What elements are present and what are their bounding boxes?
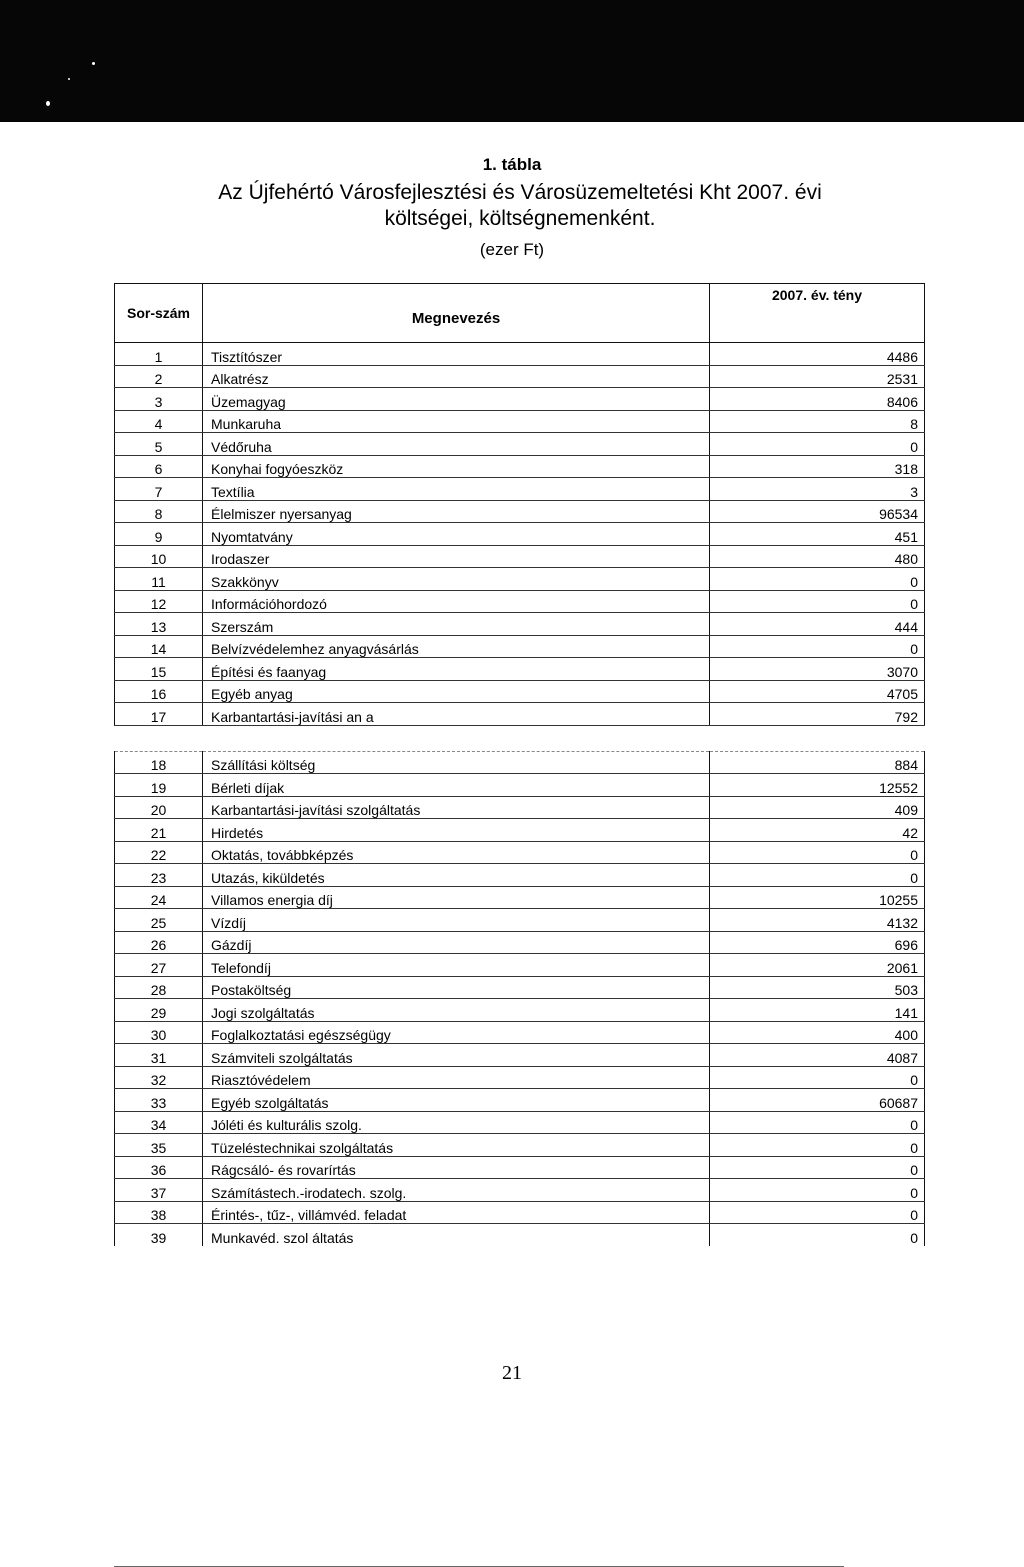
table-row xyxy=(115,1066,925,1089)
row-number: 7 xyxy=(115,478,203,501)
row-name: Számviteli szolgáltatás xyxy=(203,1044,710,1067)
row-value: 42 xyxy=(710,819,925,842)
table-row xyxy=(115,658,925,681)
table-row xyxy=(115,931,925,954)
row-value: 0 xyxy=(710,1179,925,1202)
title-line-2: költségei, költségnemenként. xyxy=(384,207,656,230)
table-gap xyxy=(115,725,925,751)
row-number: 5 xyxy=(115,433,203,456)
table-row xyxy=(115,774,925,797)
row-value: 0 xyxy=(710,590,925,613)
row-number: 19 xyxy=(115,774,203,797)
row-value: 4132 xyxy=(710,909,925,932)
row-number: 1 xyxy=(115,343,203,366)
table-row xyxy=(115,1156,925,1179)
table-body-first xyxy=(115,343,925,726)
row-number: 22 xyxy=(115,841,203,864)
row-number: 32 xyxy=(115,1066,203,1089)
row-value: 696 xyxy=(710,931,925,954)
row-name: Utazás, kiküldetés xyxy=(203,864,710,887)
row-name: Élelmiszer nyersanyag xyxy=(203,500,710,523)
row-name: Szerszám xyxy=(203,613,710,636)
row-number: 16 xyxy=(115,680,203,703)
table-row xyxy=(115,841,925,864)
row-value: 451 xyxy=(710,523,925,546)
row-value: 318 xyxy=(710,455,925,478)
row-number: 9 xyxy=(115,523,203,546)
row-number: 11 xyxy=(115,568,203,591)
scan-speck xyxy=(92,62,95,65)
row-value: 0 xyxy=(710,635,925,658)
row-value: 96534 xyxy=(710,500,925,523)
row-name: Irodaszer xyxy=(203,545,710,568)
row-value: 0 xyxy=(710,1066,925,1089)
row-name: Építési és faanyag xyxy=(203,658,710,681)
table-row xyxy=(115,410,925,433)
table-row xyxy=(115,478,925,501)
cost-table-wrapper xyxy=(114,283,924,1246)
row-name: Postaköltség xyxy=(203,976,710,999)
table-row xyxy=(115,999,925,1022)
table-row xyxy=(115,635,925,658)
row-number: 14 xyxy=(115,635,203,658)
header-name: Megnevezés xyxy=(203,284,710,343)
row-number: 30 xyxy=(115,1021,203,1044)
row-value: 141 xyxy=(710,999,925,1022)
row-name: Egyéb anyag xyxy=(203,680,710,703)
unit-label: (ezer Ft) xyxy=(479,240,545,259)
row-name: Jóléti és kulturális szolg. xyxy=(203,1111,710,1134)
row-name: Szakkönyv xyxy=(203,568,710,591)
row-value: 0 xyxy=(710,1134,925,1157)
row-number: 12 xyxy=(115,590,203,613)
table-row xyxy=(115,680,925,703)
row-number: 17 xyxy=(115,703,203,726)
row-value: 503 xyxy=(710,976,925,999)
row-number: 37 xyxy=(115,1179,203,1202)
row-name: Riasztóvédelem xyxy=(203,1066,710,1089)
row-name: Tisztítószer xyxy=(203,343,710,366)
row-name: Telefondíj xyxy=(203,954,710,977)
row-value: 0 xyxy=(710,433,925,456)
table-row xyxy=(115,523,925,546)
table-row xyxy=(115,1134,925,1157)
table-row xyxy=(115,500,925,523)
row-value: 0 xyxy=(710,568,925,591)
row-value: 444 xyxy=(710,613,925,636)
row-name: Érintés-, tűz-, villámvéd. feladat xyxy=(203,1201,710,1224)
row-name: Vízdíj xyxy=(203,909,710,932)
row-value: 60687 xyxy=(710,1089,925,1112)
row-name: Karbantartási-javítási an a xyxy=(203,703,710,726)
table-row xyxy=(115,864,925,887)
scan-dark-band xyxy=(0,0,1024,122)
table-row xyxy=(115,703,925,726)
row-value: 2531 xyxy=(710,365,925,388)
table-row xyxy=(115,433,925,456)
row-value: 4705 xyxy=(710,680,925,703)
cost-table xyxy=(114,283,925,1246)
header-row xyxy=(115,284,925,343)
row-number: 18 xyxy=(115,751,203,774)
page-title xyxy=(150,180,890,232)
row-value: 0 xyxy=(710,841,925,864)
row-name: Egyéb szolgáltatás xyxy=(203,1089,710,1112)
row-number: 39 xyxy=(115,1224,203,1246)
row-number: 27 xyxy=(115,954,203,977)
row-value: 0 xyxy=(710,1201,925,1224)
table-body-second xyxy=(115,751,925,1246)
table-row xyxy=(115,1179,925,1202)
table-row xyxy=(115,455,925,478)
table-row xyxy=(115,976,925,999)
table-row xyxy=(115,751,925,774)
table-row xyxy=(115,590,925,613)
row-name: Oktatás, továbbképzés xyxy=(203,841,710,864)
gap-row xyxy=(115,725,925,751)
scan-speck xyxy=(46,101,50,106)
row-number: 23 xyxy=(115,864,203,887)
row-name: Textília xyxy=(203,478,710,501)
table-row xyxy=(115,388,925,411)
row-name: Információhordozó xyxy=(203,590,710,613)
row-number: 31 xyxy=(115,1044,203,1067)
row-name: Védőruha xyxy=(203,433,710,456)
header-value: 2007. év. tény xyxy=(710,284,925,343)
row-number: 21 xyxy=(115,819,203,842)
row-number: 29 xyxy=(115,999,203,1022)
row-value: 0 xyxy=(710,1224,925,1246)
row-number: 38 xyxy=(115,1201,203,1224)
row-value: 3070 xyxy=(710,658,925,681)
table-row xyxy=(115,613,925,636)
row-name: Gázdíj xyxy=(203,931,710,954)
table-row xyxy=(115,1021,925,1044)
row-name: Jogi szolgáltatás xyxy=(203,999,710,1022)
row-number: 26 xyxy=(115,931,203,954)
header-number: Sor-szám xyxy=(115,284,203,343)
row-number: 3 xyxy=(115,388,203,411)
table-row xyxy=(115,1089,925,1112)
table-row xyxy=(115,1201,925,1224)
row-name: Szállítási költség xyxy=(203,751,710,774)
row-name: Számítástech.-irodatech. szolg. xyxy=(203,1179,710,1202)
table-row xyxy=(115,545,925,568)
row-number: 36 xyxy=(115,1156,203,1179)
row-number: 20 xyxy=(115,796,203,819)
table-row xyxy=(115,343,925,366)
table-row xyxy=(115,1111,925,1134)
row-number: 24 xyxy=(115,886,203,909)
row-value: 10255 xyxy=(710,886,925,909)
table-row xyxy=(115,909,925,932)
table-row xyxy=(115,796,925,819)
row-value: 4486 xyxy=(710,343,925,366)
row-value: 2061 xyxy=(710,954,925,977)
title-line-1: Az Újfehértó Városfejlesztési és Városüzemeltetési Kht 2007. évi xyxy=(218,181,822,204)
page-number: 21 xyxy=(502,1362,522,1384)
row-number: 15 xyxy=(115,658,203,681)
row-value: 480 xyxy=(710,545,925,568)
table-row xyxy=(115,1224,925,1246)
table-row xyxy=(115,819,925,842)
row-name: Belvízvédelemhez anyagvásárlás xyxy=(203,635,710,658)
row-name: Karbantartási-javítási szolgáltatás xyxy=(203,796,710,819)
row-name: Alkatrész xyxy=(203,365,710,388)
row-number: 28 xyxy=(115,976,203,999)
table-number: 1. tábla xyxy=(482,155,542,174)
table-row xyxy=(115,954,925,977)
row-name: Bérleti díjak xyxy=(203,774,710,797)
row-value: 0 xyxy=(710,864,925,887)
row-name: Tüzeléstechnikai szolgáltatás xyxy=(203,1134,710,1157)
row-number: 33 xyxy=(115,1089,203,1112)
row-value: 12552 xyxy=(710,774,925,797)
row-name: Üzemagyag xyxy=(203,388,710,411)
row-value: 8406 xyxy=(710,388,925,411)
row-number: 34 xyxy=(115,1111,203,1134)
row-name: Foglalkoztatási egészségügy xyxy=(203,1021,710,1044)
row-value: 4087 xyxy=(710,1044,925,1067)
row-number: 4 xyxy=(115,410,203,433)
table-row xyxy=(115,568,925,591)
row-value: 400 xyxy=(710,1021,925,1044)
row-number: 35 xyxy=(115,1134,203,1157)
row-number: 25 xyxy=(115,909,203,932)
row-number: 8 xyxy=(115,500,203,523)
row-name: Rágcsáló- és rovarírtás xyxy=(203,1156,710,1179)
scan-speck xyxy=(68,78,70,80)
row-name: Villamos energia díj xyxy=(203,886,710,909)
row-value: 409 xyxy=(710,796,925,819)
row-value: 0 xyxy=(710,1156,925,1179)
row-number: 13 xyxy=(115,613,203,636)
table-row xyxy=(115,365,925,388)
row-value: 0 xyxy=(710,1111,925,1134)
row-value: 8 xyxy=(710,410,925,433)
row-number: 2 xyxy=(115,365,203,388)
table-row xyxy=(115,886,925,909)
row-value: 792 xyxy=(710,703,925,726)
row-name: Munkavéd. szol áltatás xyxy=(203,1224,710,1246)
row-value: 884 xyxy=(710,751,925,774)
row-number: 10 xyxy=(115,545,203,568)
row-name: Nyomtatvány xyxy=(203,523,710,546)
row-number: 6 xyxy=(115,455,203,478)
row-value: 3 xyxy=(710,478,925,501)
row-name: Munkaruha xyxy=(203,410,710,433)
row-name: Hirdetés xyxy=(203,819,710,842)
row-name: Konyhai fogyóeszköz xyxy=(203,455,710,478)
table-row xyxy=(115,1044,925,1067)
